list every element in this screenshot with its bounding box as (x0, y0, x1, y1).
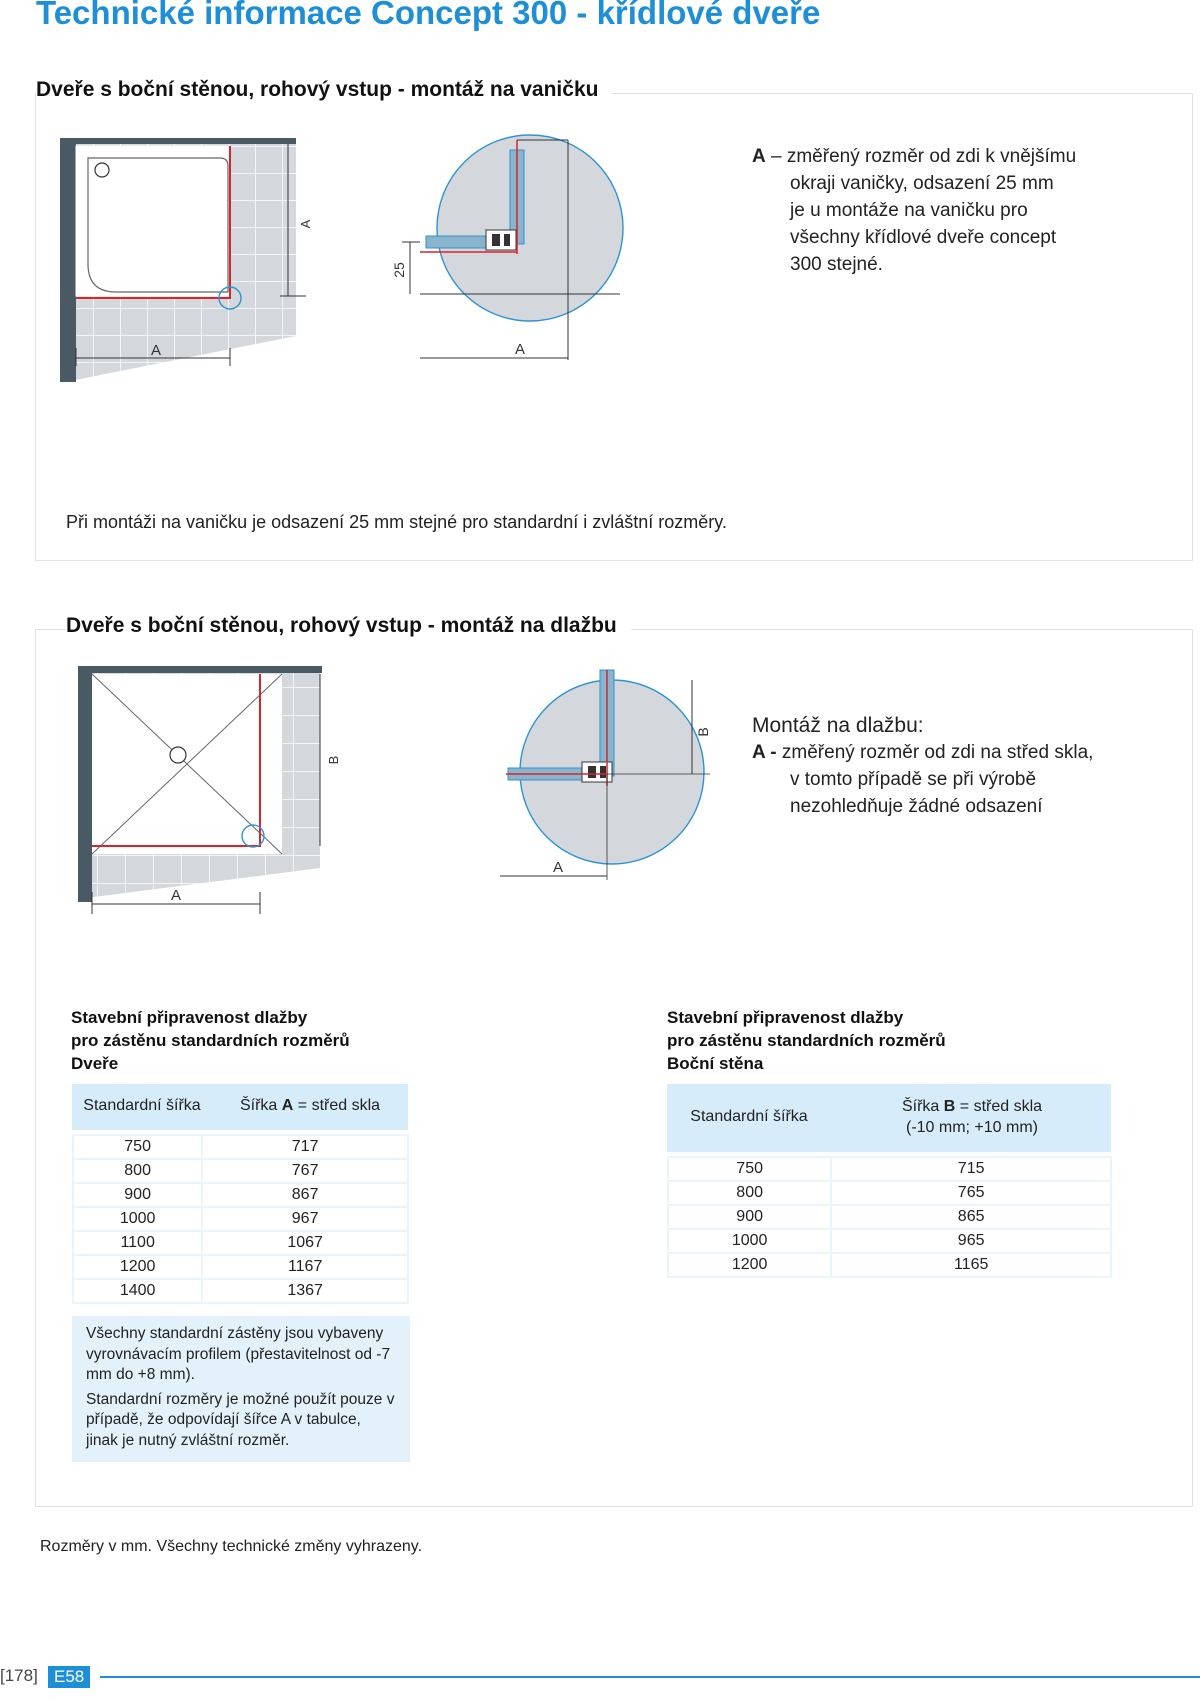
dim-a-detail-label: A (514, 341, 526, 358)
table-row (668, 1181, 1111, 1205)
dim-a-label: A (150, 342, 162, 359)
diagram-tray-mount (40, 120, 680, 400)
cell-glass-center-width: 1167 (202, 1255, 408, 1279)
cell-glass-center-width: 767 (202, 1159, 408, 1183)
dim-25-label: 25 (391, 262, 407, 278)
desc-line: nezohledňuje žádné odsazení (790, 796, 1043, 817)
section-heading-tile: Dveře s boční stěnou, rohový vstup - montáž na dlažbu (66, 614, 631, 638)
table-doors-note (72, 1316, 410, 1462)
table-row (73, 1207, 408, 1231)
cell-glass-center-width: 715 (831, 1157, 1111, 1181)
col-standard-width: Standardní šířka (690, 1108, 808, 1125)
table-side (667, 1156, 1112, 1278)
footer-rule (100, 1676, 1200, 1678)
desc-label-a: A (752, 146, 766, 167)
page-number: [178] (0, 1666, 38, 1685)
note-profile: Všechny standardní zástěny jsou vybaveny vyrovnávacím profilem (přestavitelnost od -7 mm do +8 mm). (86, 1325, 391, 1383)
desc-line: v tomto případě se při výrobě (790, 769, 1037, 790)
dim-b-label: B (326, 755, 341, 765)
cell-glass-center-width: 965 (831, 1229, 1111, 1253)
cell-glass-center-width: 1367 (202, 1279, 408, 1303)
table-doors-heading (71, 1006, 491, 1075)
table-side-heading (667, 1006, 1087, 1075)
wall-left (60, 138, 76, 382)
table-row (668, 1205, 1111, 1229)
cell-standard-width: 800 (668, 1181, 831, 1205)
col-standard-width: Standardní šířka (83, 1097, 201, 1114)
cell-glass-center-width: 717 (202, 1135, 408, 1159)
table-row (668, 1229, 1111, 1253)
cell-standard-width: 750 (668, 1157, 831, 1181)
wall-top (78, 666, 322, 673)
wall-top (60, 138, 296, 144)
table-side-header (667, 1084, 1111, 1152)
heading-line: Dveře (71, 1054, 119, 1073)
dim-a-label: A (170, 887, 182, 904)
diagram-tile-mount (70, 660, 730, 930)
cell-standard-width: 1200 (668, 1253, 831, 1277)
table-row (73, 1231, 408, 1255)
heading-line: Boční stěna (667, 1054, 764, 1073)
tray-detail-view (402, 135, 623, 360)
tray-plan-view (60, 138, 306, 382)
tray-description (752, 143, 1172, 278)
desc-line: 300 stejné. (790, 254, 883, 275)
table-row (73, 1159, 408, 1183)
col-width-b: Šířka B = střed skla (-10 mm; +10 mm) (901, 1098, 1043, 1136)
table-doors-header (72, 1084, 408, 1130)
desc-line: okraji vaničky, odsazení 25 mm (790, 173, 1054, 194)
table-row (668, 1157, 1111, 1181)
cell-glass-center-width: 1165 (831, 1253, 1111, 1277)
table-doors (72, 1134, 409, 1304)
cell-standard-width: 750 (73, 1135, 202, 1159)
cell-standard-width: 1400 (73, 1279, 202, 1303)
cell-glass-center-width: 1067 (202, 1231, 408, 1255)
cell-glass-center-width: 865 (831, 1205, 1111, 1229)
tile-plan-view (78, 666, 322, 914)
table-row (73, 1183, 408, 1207)
cell-glass-center-width: 765 (831, 1181, 1111, 1205)
desc-line: je u montáže na vaničku pro (790, 200, 1028, 221)
page-title: Technické informace Concept 300 - křídlové dveře (36, 0, 821, 31)
cell-standard-width: 800 (73, 1159, 202, 1183)
note-usage: Standardní rozměry je možné použít pouze v případě, že odpovídají šířce A v tabulce, jinak je nutný zvláštní rozměr. (86, 1390, 395, 1449)
tray-offset-note: Při montáži na vaničku je odsazení 25 mm stejné pro standardní i zvláštní rozměry. (66, 512, 727, 532)
dim-b-detail-label: B (695, 727, 711, 737)
heading-line: Stavební připravenost dlažby (71, 1008, 308, 1027)
cell-glass-center-width: 967 (202, 1207, 408, 1231)
wall-left (78, 666, 92, 902)
cell-glass-center-width: 867 (202, 1183, 408, 1207)
cell-standard-width: 1100 (73, 1231, 202, 1255)
cell-standard-width: 1000 (668, 1229, 831, 1253)
table-row (73, 1255, 408, 1279)
heading-line: pro zástěnu standardních rozměrů (71, 1031, 350, 1050)
heading-line: pro zástěnu standardních rozměrů (667, 1031, 946, 1050)
desc-label-a: A - (752, 742, 777, 763)
table-row (73, 1135, 408, 1159)
cell-standard-width: 1000 (73, 1207, 202, 1231)
desc-line: – změřený rozměr od zdi k vnějšímu (765, 146, 1077, 167)
tile-detail-view (500, 670, 710, 880)
footer-disclaimer: Rozměry v mm. Všechny technické změny vyhrazeny. (40, 1538, 423, 1555)
table-row (73, 1279, 408, 1303)
desc-title: Montáž na dlažbu: (752, 714, 924, 737)
tile-description (752, 712, 1172, 820)
dim-a-detail-label: A (552, 859, 564, 876)
cell-standard-width: 900 (73, 1183, 202, 1207)
dim-a-side-label: A (298, 219, 313, 229)
col-width-a: Šířka A = střed skla (239, 1097, 381, 1114)
desc-line: změřený rozměr od zdi na střed skla, (776, 742, 1094, 763)
section-heading-tray: Dveře s boční stěnou, rohový vstup - montáž na vaničku (36, 78, 612, 102)
desc-line: všechny křídlové dveře concept (790, 227, 1057, 248)
table-row (668, 1253, 1111, 1277)
section-badge: E58 (48, 1666, 90, 1688)
cell-standard-width: 900 (668, 1205, 831, 1229)
cell-standard-width: 1200 (73, 1255, 202, 1279)
heading-line: Stavební připravenost dlažby (667, 1008, 904, 1027)
